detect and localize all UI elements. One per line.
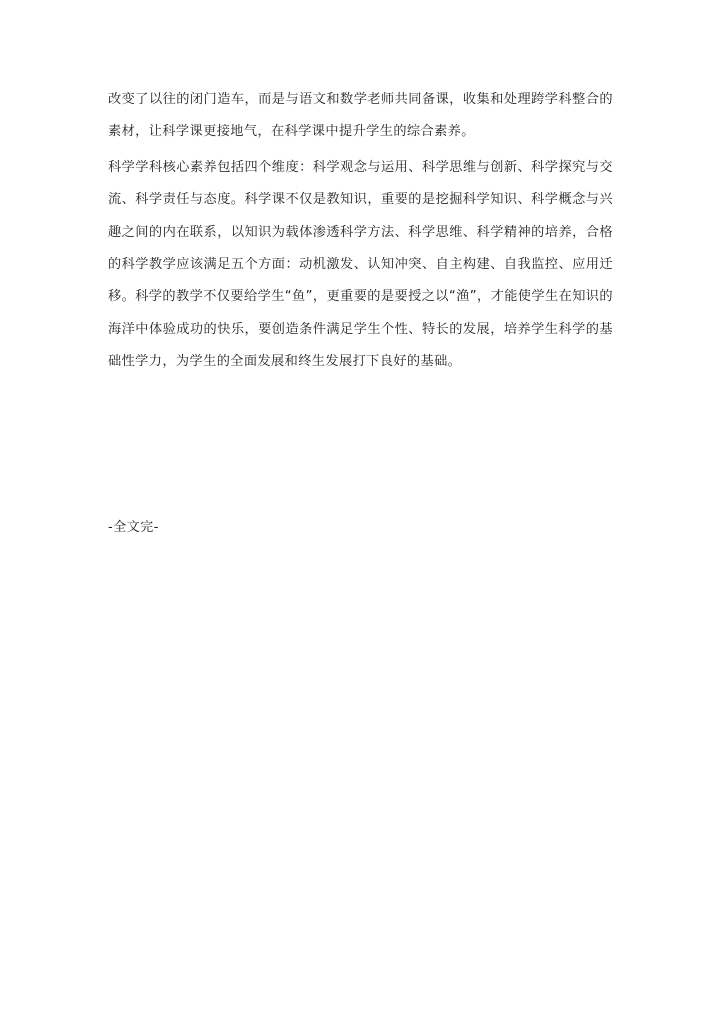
end-of-text-mark: -全文完-: [108, 520, 159, 535]
paragraph-1: 改变了以往的闭门造车，而是与语文和数学老师共同备课，收集和处理跨学科整合的素材，让科学课更接地气，在科学课中提升学生的综合素养。: [108, 92, 613, 140]
document-body: [108, 84, 613, 379]
paragraph-2: 科学学科核心素养包括四个维度：科学观念与运用、科学思维与创新、科学探究与交流、科学责任与态度。科学课不仅是教知识，重要的是挖掘科学知识、科学概念与兴趣之间的内在联系，以知识为载体渗透科学方法、科学思维、科学精神的培养，合格的科学教学应该满足五个方面：动机激发、认知冲突、自主构建、自我监控、应用迁移。科学的教学不仅要给学生“鱼”，更重要的是要授之以“渔”，才能使学生在知识的海洋中体验成功的快乐，要创造条件满足学生个性、特长的发展，培养学生科学的基础性学力，为学生的全面发展和终生发展打下良好的基础。: [108, 159, 613, 370]
